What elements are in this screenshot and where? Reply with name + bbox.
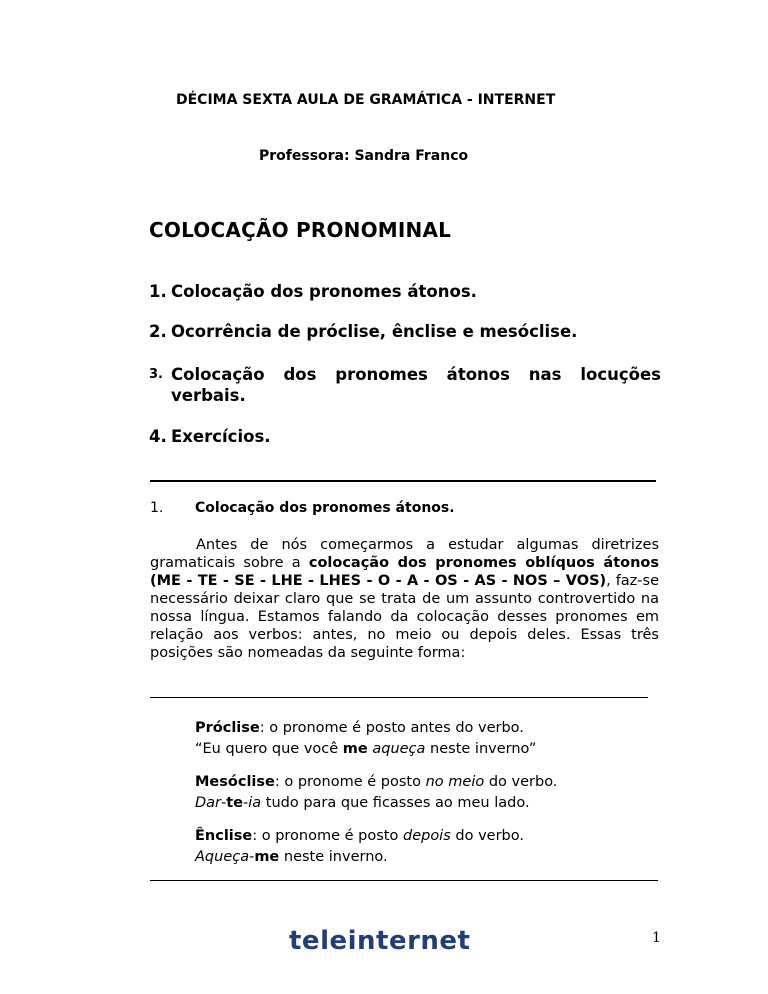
example-mesoclise-end: tudo para que ficasses ao meu lado. <box>261 795 530 811</box>
example-pronoun: te <box>226 795 244 811</box>
example-verb: Aqueça <box>195 849 250 865</box>
pronouns-list: colocação dos pronomes oblíquos átonos (ME - TE - SE - LHE - LHES - O - A - OS - AS - NOS – VOS) <box>150 555 660 589</box>
example-pronoun: me <box>342 741 368 757</box>
def-mesoclise-end: do verbo. <box>484 774 558 790</box>
definition-proclise <box>195 718 536 760</box>
term-enclise: Ênclise <box>195 828 253 844</box>
def-mesoclise-start: : o pronome é posto <box>274 774 426 790</box>
toc-item-3 <box>149 364 661 406</box>
hyphen: - <box>221 795 227 811</box>
page-number: 1 <box>652 930 661 946</box>
intro-paragraph <box>150 536 659 662</box>
toc-item-1 <box>149 282 477 301</box>
def-enclise-end: do verbo. <box>450 828 524 844</box>
example-pronoun: me <box>254 849 280 865</box>
hyphen: - <box>249 849 255 865</box>
def-enclise-start: : o pronome é posto <box>252 828 403 844</box>
definition-enclise <box>195 826 524 868</box>
professor-name: Professora: Sandra Franco <box>259 148 469 164</box>
toc-text: Ocorrência de próclise, ênclise e mesóclise. <box>171 322 578 341</box>
main-title: COLOCAÇÃO PRONOMINAL <box>149 218 452 242</box>
toc-number: 2. <box>149 322 167 341</box>
logo-text: teleinternet <box>289 926 471 954</box>
example-proclise-end: neste inverno” <box>425 741 537 757</box>
section-title: Colocação dos pronomes átonos. <box>195 500 455 516</box>
intro-text: Antes de nós começarmos a estudar algumas diretrizes gramaticais sobre a <box>150 537 659 571</box>
divider-thin-bottom <box>150 880 658 881</box>
toc-item-4 <box>149 427 271 446</box>
definition-mesoclise <box>195 772 557 814</box>
lesson-title: DÉCIMA SEXTA AULA DE GRAMÁTICA - INTERNET <box>176 92 556 108</box>
toc-item-2 <box>149 322 577 341</box>
example-verb-part2: ia <box>248 795 262 811</box>
hyphen: - <box>243 795 249 811</box>
def-mesoclise-emphasis: no meio <box>425 774 485 790</box>
toc-number: 4. <box>149 427 167 446</box>
toc-text: Colocação dos pronomes átonos nas locuções verbais. <box>171 365 661 405</box>
toc-number: 1. <box>149 282 167 301</box>
divider-thin-top <box>150 697 648 698</box>
toc-number: 3. <box>149 367 163 382</box>
example-enclise-end: neste inverno. <box>279 849 388 865</box>
def-enclise-emphasis: depois <box>402 828 451 844</box>
toc-text: Exercícios. <box>171 427 271 446</box>
toc-text: Colocação dos pronomes átonos. <box>171 282 477 301</box>
divider-thick <box>150 480 656 482</box>
term-proclise: Próclise <box>195 720 260 736</box>
intro-rest: , faz-se necessário deixar claro que se trata de um assunto controvertido na nossa língua. Estamos falando da colocação desses pronomes em relação aos verbos: antes, no meio ou depois deles. Essas três posições são nomeadas da seguinte forma: <box>150 573 660 661</box>
term-mesoclise: Mesóclise <box>195 774 275 790</box>
teleinternet-logo <box>288 924 478 954</box>
example-verb-part1: Dar <box>195 795 222 811</box>
example-proclise-start: “Eu quero que você <box>195 741 343 757</box>
def-proclise: : o pronome é posto antes do verbo. <box>259 720 524 736</box>
example-verb: aqueça <box>372 741 426 757</box>
section-number: 1. <box>150 500 164 516</box>
